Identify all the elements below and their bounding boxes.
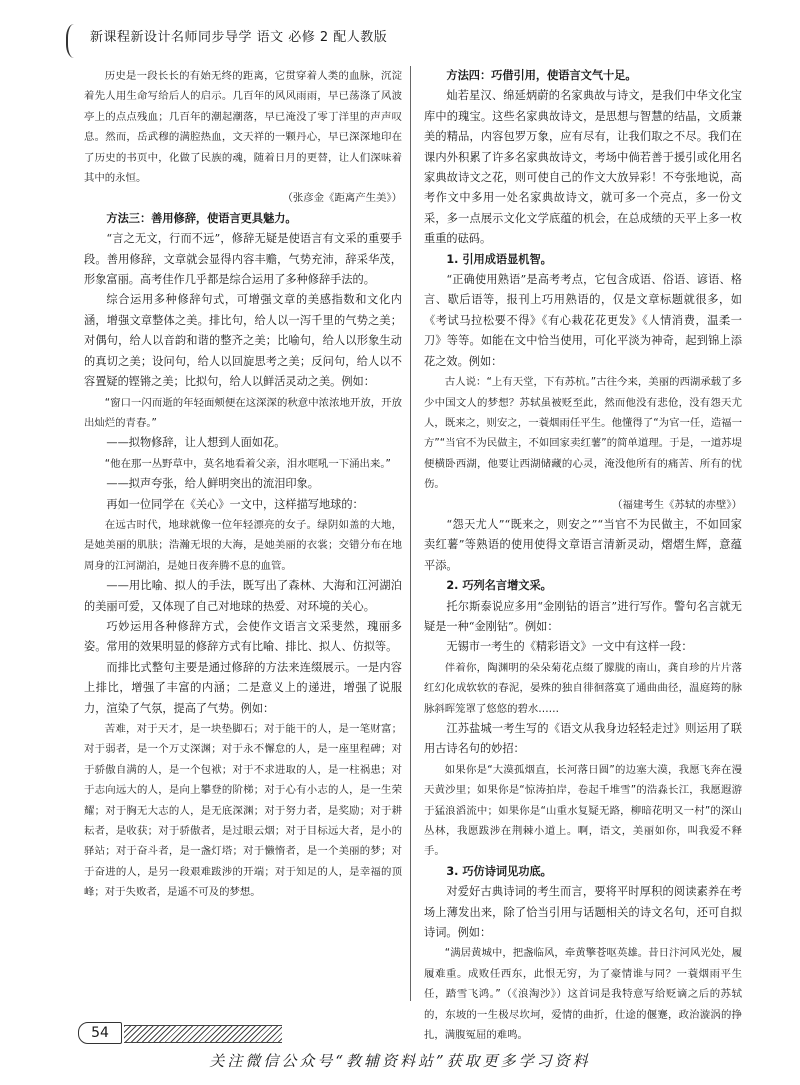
stripe-decoration xyxy=(124,1025,282,1043)
header-bracket-decoration xyxy=(66,24,86,58)
method-heading: 方法四：巧借引用，使语言文气十足。 xyxy=(446,69,637,82)
paragraph: 灿若星汉、绵延炳蔚的名家典故与诗文，是我们中华文化宝库中的瑰宝。这些名家典故诗文，是思想与智慧的结晶，文质兼美的精品，内容包罗万象，应有尽有，让我们取之不尽。我们在课内外积累了许多名家典故诗文，考场中倘若善于援引或化用名家典故诗文之花，则可使自己的作文大放异彩！不夸张地说，高考作文中多用一处名家典故诗文，就可多一个亮点，多一份文采，多一点展示文化文学底蕴的机会，在总成绩的天平上多一枚重重的砝码。 xyxy=(424,89,742,246)
excerpt-history: 历史是一段长长的有始无终的距离，它贯穿着人类的血脉，沉淀着先人用生命写给后人的启示。几百年的风风雨雨，早已荡涤了风波亭上的点点残血；几百年的潮起潮落，早已淹没了零丁洋里的声声叹息。然而，岳武穆的满腔热血，文天祥的一颗丹心，早已深深地印在了历史的书页中，化做了民族的魂，随着日月的更替，让人们深味着其中的永恒。 xyxy=(84,70,402,185)
example-quote: 如果你是“大漠孤烟直，长河落日圆”的边塞大漠，我愿飞奔在漫天黄沙里；如果你是“惊涛拍岸，卷起千堆雪”的浩淼长江，我愿遐游于猛浪滔流中；如果你是“山重水复疑无路，柳暗花明又一村”的深山丛林，我愿跋涉在荆棘小道上。啊，语文，美丽如你，叫我爱不释手。 xyxy=(424,763,742,858)
header-title: 新课程新设计名师同步导学 语文 必修 2 配人教版 xyxy=(90,30,388,45)
paragraph: 而排比式整句主要是通过修辞的方法来连缀展示。一是内容上排比，增强了丰富的内涵；二是意义上的递进，增强了说服力，渲染了气氛，提高了气势。例如： xyxy=(84,660,402,715)
citation: （张彦金《距离产生美》） xyxy=(282,192,402,205)
paragraph: “怨天尤人”“既来之，则安之”“当官不为民做主，不如回家卖红薯”等熟语的使用使得文章语言清新灵动，熠熠生辉，意蕴平添。 xyxy=(424,517,742,572)
paragraph: “言之无文，行而不远”，修辞无疑是使语言有文采的重要手段。善用修辞，文章就会显得内容丰赡，气势充沛，辞采华茂，形象富丽。高考佳作几乎都是综合运用了多种修辞手法的。 xyxy=(84,232,402,287)
example-quote: 古人说：“上有天堂，下有苏杭。”古往今来，美丽的西湖承载了多少中国文人的梦想？苏轼虽被贬至此，然而他没有悲伧，没有怨天尤人，既来之，则安之，一蓑烟雨任平生。他懂得了“为官一任，造福一方”“当官不为民做主，不如回家卖红薯”的简单道理。于是，一道苏堤便横卧西湖，他要让西湖储藏的心灵，淹没他所有的痛苦、所有的忧伤。 xyxy=(424,376,742,491)
example-quote: “他在那一丛野草中，莫名地看着父亲，泪水哐吼一下涌出来。” xyxy=(104,457,391,470)
paragraph: 无锡市一考生的《精彩语文》一文中有这样一段： xyxy=(446,640,693,654)
subheading: 3. 巧仿诗词见功底。 xyxy=(446,864,552,878)
example-quote: 伴着你，陶渊明的朵朵菊花点缀了朦胧的南山，龚自珍的片片落红幻化成软软的春泥，晏殊的独自徘徊落寞了通曲曲径，温庭筠的脉脉斜晖笼罩了悠悠的碧水…… xyxy=(424,661,742,715)
page-header xyxy=(60,18,760,58)
page-number-tab xyxy=(78,1022,282,1044)
column-divider xyxy=(410,66,411,1001)
paragraph: 对爱好古典诗词的考生而言，要将平时厚积的阅读素养在考场上薄发出来，除了恰当引用与话题相关的诗文名句，还可自拟诗词。例如： xyxy=(424,885,742,940)
paragraph: “正确使用熟语”是高考考点，它包含成语、俗语、谚语、格言、歇后语等，报刊上巧用熟语的，仅是文章标题就很多，如《考试马拉松要不得》《有心栽花花更发》《人情消费，温柔一刀》等等。如能在文中恰当使用，可化平淡为神奇，起到锦上添花之效。例如： xyxy=(424,273,742,368)
example-note: ——拟物修辞，让人想到人面如花。 xyxy=(106,436,286,450)
example-quote: 在远古时代，地球就像一位年轻漂亮的女子。绿阴如盖的大地，是她美丽的肌肤；浩瀚无垠的大海，是她美丽的衣裳；交错分布在地周身的江河湖泊，是她日夜奔腾不息的血管。 xyxy=(84,518,402,572)
page-number: 54 xyxy=(78,1022,122,1044)
example-note: ——拟声夸张，给人鲜明突出的流泪印象。 xyxy=(106,477,319,491)
paragraph: 综合运用多种修辞句式，可增强文章的美感指数和文化内涵，增强文章整体之美。排比句，给人以一泻千里的气势之美；对偶句，给人以音韵和谐的整齐之美；比喻句，给人以形象生动的真切之美；设问句，给人以回旋思考之美；反问句，给人以不容置疑的铿锵之美；比拟句，给人以鲜活灵动之美。例如： xyxy=(84,293,402,389)
paragraph: 巧妙运用各种修辞方式，会使作文语言文采斐然，瑰丽多姿。常用的效果明显的修辞方式有比喻、排比、拟人、仿拟等。 xyxy=(84,619,402,654)
example-quote: “窗口一闪而逝的年轻面颊便在这深深的秋意中浓浓地开放，开放出灿烂的青春。” xyxy=(84,396,402,429)
left-column xyxy=(84,66,402,903)
example-quote: “满居黄城中，把盏临风，牵黄擎苍呕英雄。昔日汴河风光处，履履难重。成败任西东，此恨无穷，为了豪情谁与同？一蓑烟雨平生任，踏雪飞鸿。”（《浪淘沙》）这首词是我特意写给贬谪之后的苏轼的，东坡的一生极尽坎坷，爱情的曲折，仕途的偃蹇，政治漩涡的挣扎，满腹冤屈的难鸣。 xyxy=(424,947,742,1042)
subheading: 1. 引用成语显机智。 xyxy=(446,252,552,266)
method-heading: 方法三：善用修辞，使语言更具魅力。 xyxy=(106,211,297,225)
paragraph: ——用比喻、拟人的手法，既写出了森林、大海和江河湖泊的美丽可爱，又体现了自己对地球的热爱、对环境的关心。 xyxy=(84,579,402,613)
right-column xyxy=(424,66,742,1046)
paragraph: 再如一位同学在《关心》一文中，这样描写地球的： xyxy=(106,497,364,511)
example-quote: 苦难，对于天才，是一块垫脚石；对于能干的人，是一笔财富；对于弱者，是一个万丈深渊；对于永不懈怠的人，是一座里程碑；对于骄傲自满的人，是一个包袱；对于不求进取的人，是一柱祸患；对于志向远大的人，是向上攀登的阶梯；对于心有小志的人，是一生荣耀；对于胸无大志的人，是无底深渊；对于努力者，是奖励；对于耕耘者，是收获；对于骄傲者，是过眼云烟；对于目标远大者，是小的驿站；对于奋斗者，是一盏灯塔；对于懒惰者，是一个美丽的梦；对于奋进的人，是另一段艰难跋涉的开端；对于知足的人，是幸福的顶峰；对于失败者，是遥不可及的梦想。 xyxy=(84,723,402,899)
paragraph: 江苏盐城一考生写的《语文从我身边轻轻走过》则运用了联用古诗名句的妙招： xyxy=(424,722,742,756)
subheading: 2. 巧列名言增文采。 xyxy=(446,579,552,593)
citation: （福建考生《苏轼的赤壁》） xyxy=(612,498,742,511)
footer-note: 关注微信公众号“教辅资料站”获取更多学习资料 xyxy=(209,1052,591,1070)
paragraph: 托尔斯泰说应多用“金刚钻的语言”进行写作。警句名言就无疑是一种“金刚钻”。例如： xyxy=(424,599,742,633)
